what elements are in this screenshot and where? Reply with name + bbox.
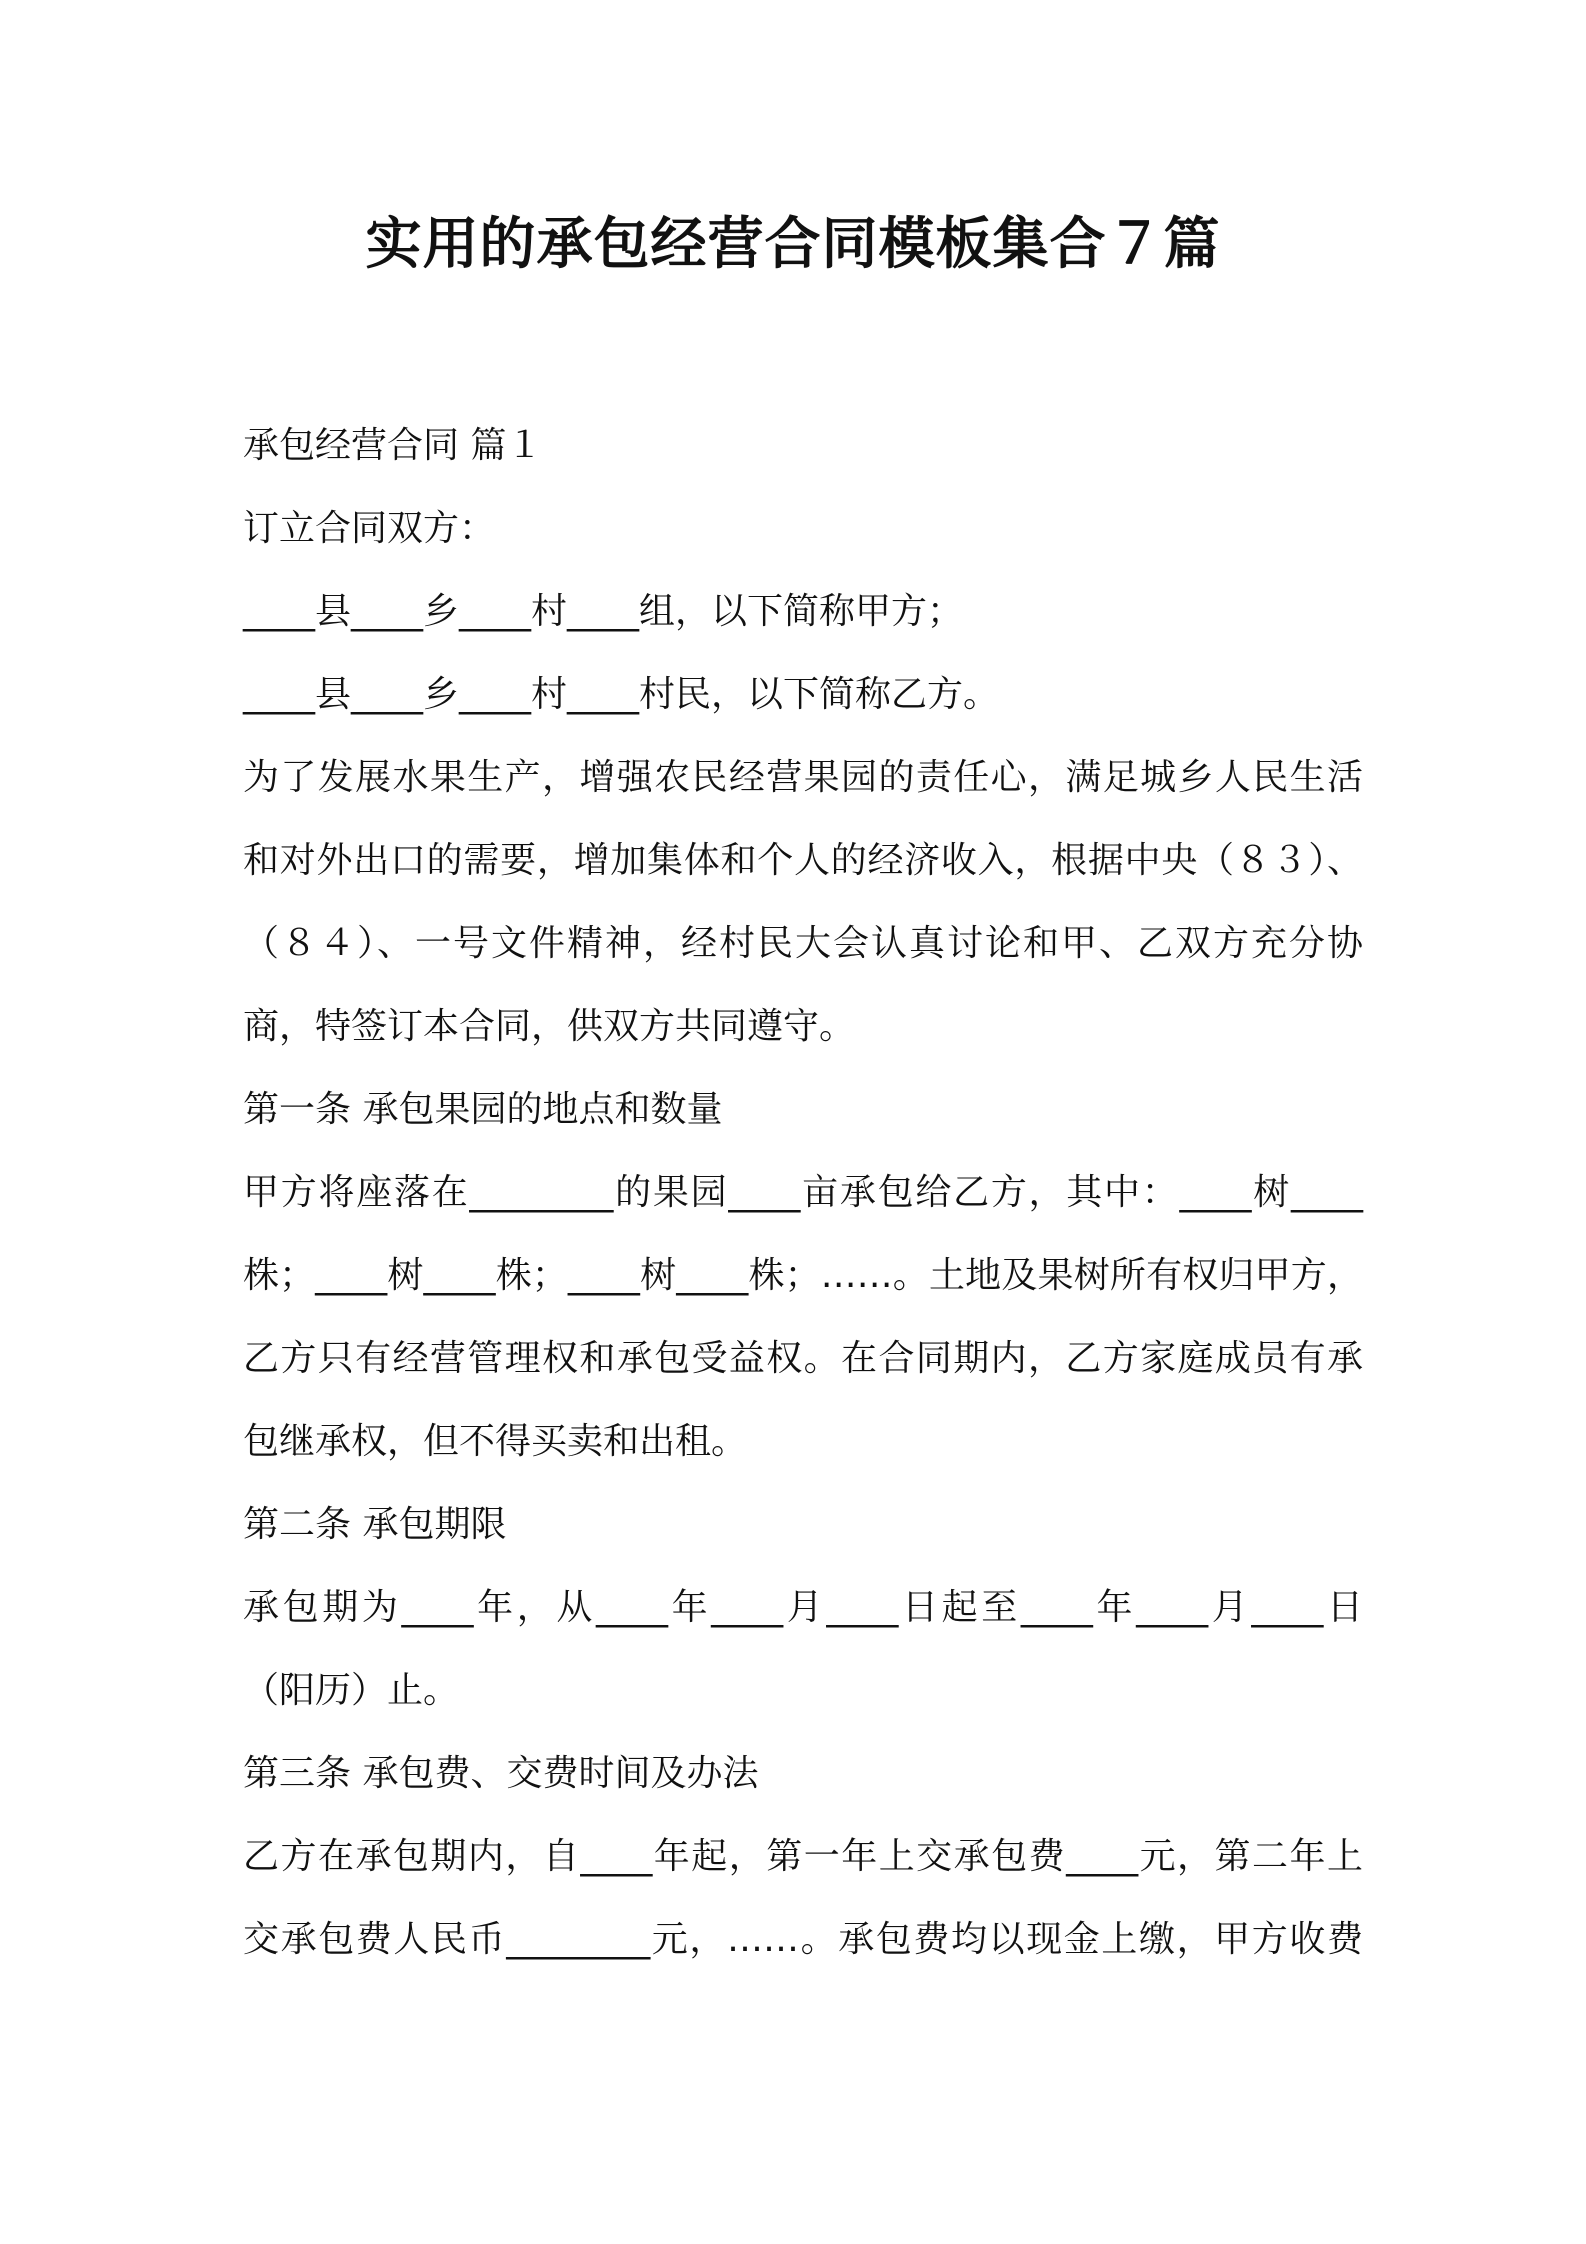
paragraph-line: 包继承权，但不得买卖和出租。: [243, 1421, 748, 1462]
paragraph-line: 和对外出口的需要，增加集体和个人的经济收入，根据中央（８３）、: [243, 840, 1363, 881]
paragraph-line: 商，特签订本合同，供双方共同遵守。: [243, 1006, 856, 1047]
paragraph-line: 为了发展水果生产，增强农民经营果园的责任心，满足城乡人民生活: [243, 757, 1363, 798]
paragraph-line: （８４）、一号文件精神，经村民大会认真讨论和甲、乙双方充分协: [243, 923, 1363, 964]
paragraph-line: 乙方在承包期内，自____年起，第一年上交承包费____元，第二年上: [243, 1836, 1363, 1877]
paragraph-line: 承包期为____年，从____年____月____日起至____年____月____日: [243, 1587, 1363, 1628]
paragraph-line: 株；____树____株；____树____株；……。土地及果树所有权归甲方，: [243, 1255, 1363, 1296]
article-heading: 第三条 承包费、交费时间及办法: [243, 1753, 759, 1794]
paragraph-line: ____县____乡____村____村民，以下简称乙方。: [243, 674, 1000, 715]
article-heading: 第一条 承包果园的地点和数量: [243, 1089, 723, 1130]
section-heading: 承包经营合同 篇１: [243, 425, 543, 466]
paragraph-line: 甲方将座落在________的果园____亩承包给乙方，其中：____树____: [243, 1172, 1363, 1213]
paragraph-line: ____县____乡____村____组，以下简称甲方；: [243, 591, 964, 632]
paragraph-line: 乙方只有经营管理权和承包受益权。在合同期内，乙方家庭成员有承: [243, 1338, 1363, 1379]
paragraph-line: 订立合同双方：: [243, 508, 496, 549]
paragraph-line: 交承包费人民币________元，……。承包费均以现金上缴，甲方收费: [243, 1919, 1363, 1960]
document-body: [243, 404, 1363, 1981]
document-title: 实用的承包经营合同模板集合７篇: [365, 212, 1221, 277]
article-heading: 第二条 承包期限: [243, 1504, 507, 1545]
paragraph-line: （阳历）止。: [243, 1670, 460, 1711]
